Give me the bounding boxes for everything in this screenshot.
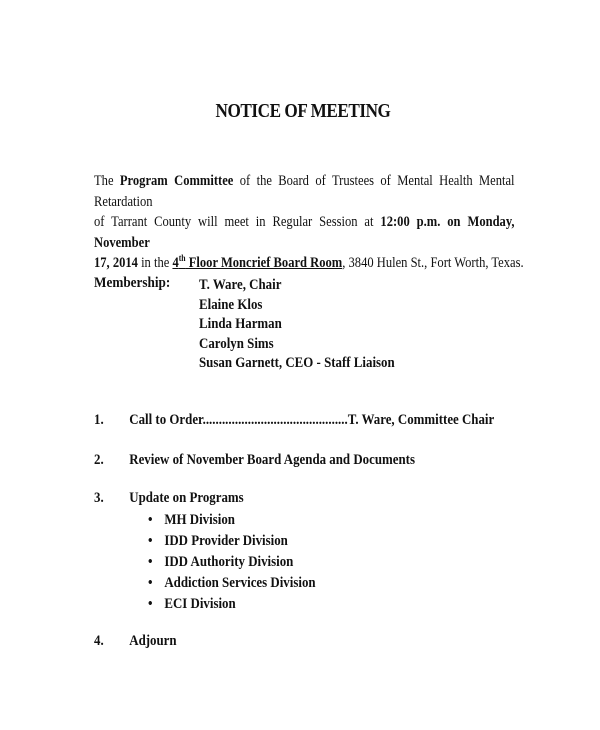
program-label: MH Division — [164, 512, 235, 528]
intro-text: in the — [137, 255, 173, 271]
membership-label: Membership: — [94, 275, 171, 291]
member-name: Linda Harman — [199, 316, 282, 333]
bullet-icon: • — [148, 554, 153, 570]
program-label: ECI Division — [164, 596, 236, 612]
member-name: Susan Garnett, CEO - Staff Liaison — [199, 355, 395, 372]
agenda-text: Adjourn — [129, 633, 177, 649]
agenda-number: 2. — [94, 452, 104, 468]
agenda-text: Call to Order.............................................T. Ware, Committee Chair — [129, 412, 495, 428]
member-name: Elaine Klos — [199, 296, 263, 313]
member-name: T. Ware, Chair — [199, 277, 282, 293]
member-name: Carolyn Sims — [199, 335, 274, 352]
intro-line-2 — [94, 212, 515, 253]
address-text: , 3840 Hulen St., Fort Worth, Texas. — [342, 255, 524, 271]
agenda-number: 1. — [94, 412, 104, 428]
room-name: Floor Moncrief Board Room — [185, 255, 343, 271]
page-title: NOTICE OF MEETING — [215, 101, 391, 122]
bullet-icon: • — [148, 533, 153, 549]
program-label: IDD Provider Division — [164, 533, 288, 549]
meeting-room — [172, 255, 342, 271]
agenda-text: Review of November Board Agenda and Documents — [129, 452, 415, 468]
bullet-icon: • — [148, 596, 153, 612]
agenda-number: 3. — [94, 490, 104, 506]
intro-line-1 — [94, 171, 515, 212]
intro-line-3 — [94, 253, 524, 274]
program-label: Addiction Services Division — [164, 575, 316, 591]
intro-paragraph — [94, 171, 524, 274]
committee-name: Program Committee — [119, 173, 234, 189]
intro-text: The — [94, 173, 120, 189]
agenda-number: 4. — [94, 633, 104, 649]
membership-list — [199, 275, 395, 373]
meeting-time: 12:00 p.m. on Monday, November — [94, 214, 515, 251]
floor-number: 4 — [172, 255, 179, 271]
bullet-icon: • — [148, 512, 153, 528]
floor-suffix: th — [178, 253, 186, 264]
bullet-icon: • — [148, 575, 153, 591]
intro-text: of Tarrant County will meet in Regular Session at — [94, 214, 381, 230]
meeting-date: 17, 2014 — [94, 255, 138, 271]
intro-text: of the Board of Trustees of Mental Health Mental Retardation — [94, 173, 515, 210]
program-label: IDD Authority Division — [164, 554, 294, 570]
agenda-text: Update on Programs — [129, 490, 244, 506]
